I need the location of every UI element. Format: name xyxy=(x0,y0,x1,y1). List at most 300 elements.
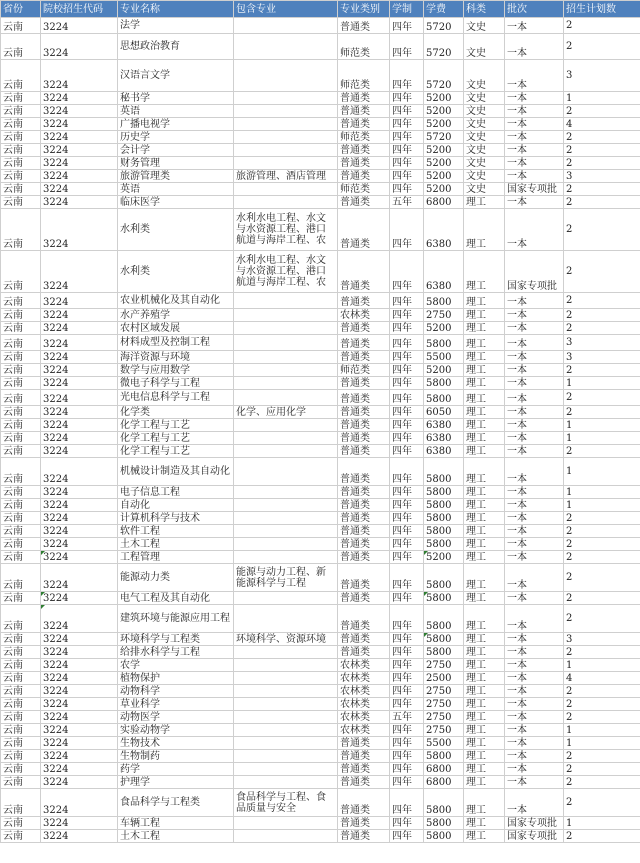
cell-batch: 一本 xyxy=(505,131,564,144)
cell-included-majors: 化学、应用化学 xyxy=(234,406,338,419)
cell-province: 云南 xyxy=(1,92,41,105)
cell-major: 食品科学与工程类 xyxy=(118,789,234,817)
cell-subject: 理工 xyxy=(464,351,505,364)
cell-tuition: 5720 xyxy=(424,131,464,144)
cell-included-majors xyxy=(234,322,338,335)
cell-major: 秘书学 xyxy=(118,92,234,105)
table-row xyxy=(1,209,640,251)
cell-province: 云南 xyxy=(1,698,41,711)
cell-school-code: 3224 xyxy=(41,92,118,105)
cell-province: 云南 xyxy=(1,105,41,118)
cell-subject: 文史 xyxy=(464,118,505,131)
cell-plan-count: 3 xyxy=(564,170,640,183)
cell-duration: 四年 xyxy=(390,144,424,157)
cell-province: 云南 xyxy=(1,817,41,830)
cell-plan-count: 2 xyxy=(564,605,640,633)
cell-major: 化学工程与工艺 xyxy=(118,419,234,432)
cell-province: 云南 xyxy=(1,18,41,34)
cell-category: 普通类 xyxy=(338,486,390,499)
cell-school-code: 3224 xyxy=(41,633,118,646)
cell-batch: 一本 xyxy=(505,564,564,592)
cell-category: 普通类 xyxy=(338,551,390,564)
cell-major: 汉语言文学 xyxy=(118,60,234,92)
cell-duration: 四年 xyxy=(390,445,424,458)
cell-tuition: 5200 xyxy=(424,157,464,170)
table-row xyxy=(1,335,640,351)
cell-province: 云南 xyxy=(1,830,41,843)
table-row xyxy=(1,309,640,322)
cell-tuition: 5800 xyxy=(424,486,464,499)
cell-school-code: 3224 xyxy=(41,293,118,309)
cell-tuition: 2750 xyxy=(424,309,464,322)
cell-subject: 理工 xyxy=(464,672,505,685)
cell-tuition: 6380 xyxy=(424,209,464,251)
cell-major: 英语 xyxy=(118,105,234,118)
table-row xyxy=(1,144,640,157)
cell-tuition: 5800 xyxy=(424,499,464,512)
cell-included-majors xyxy=(234,698,338,711)
cell-province: 云南 xyxy=(1,183,41,196)
cell-major: 光电信息科学与工程 xyxy=(118,390,234,406)
cell-major: 电气工程及其自动化 xyxy=(118,592,234,605)
cell-tuition: 2500 xyxy=(424,672,464,685)
cell-major: 会计学 xyxy=(118,144,234,157)
cell-duration: 四年 xyxy=(390,419,424,432)
cell-province: 云南 xyxy=(1,196,41,209)
cell-batch: 一本 xyxy=(505,377,564,390)
cell-plan-count: 3 xyxy=(564,633,640,646)
cell-category: 农林类 xyxy=(338,724,390,737)
cell-plan-count: 2 xyxy=(564,525,640,538)
cell-included-majors: 能源与动力工程、新能源科学与工程 xyxy=(234,564,338,592)
cell-duration: 四年 xyxy=(390,309,424,322)
cell-subject: 理工 xyxy=(464,830,505,843)
cell-duration: 四年 xyxy=(390,390,424,406)
cell-province: 云南 xyxy=(1,458,41,486)
cell-category: 普通类 xyxy=(338,322,390,335)
cell-tuition: 5200 xyxy=(424,364,464,377)
cell-province: 云南 xyxy=(1,322,41,335)
cell-included-majors xyxy=(234,605,338,633)
cell-tuition: 5800 xyxy=(424,592,464,605)
cell-tuition: 2750 xyxy=(424,685,464,698)
cell-included-majors xyxy=(234,131,338,144)
cell-province: 云南 xyxy=(1,351,41,364)
cell-included-majors xyxy=(234,486,338,499)
cell-batch: 一本 xyxy=(505,335,564,351)
cell-tuition: 5500 xyxy=(424,737,464,750)
cell-major: 植物保护 xyxy=(118,672,234,685)
cell-school-code: 3224 xyxy=(41,486,118,499)
cell-major: 实验动物学 xyxy=(118,724,234,737)
cell-plan-count: 2 xyxy=(564,406,640,419)
cell-duration: 四年 xyxy=(390,776,424,789)
cell-included-majors xyxy=(234,538,338,551)
cell-major: 化学类 xyxy=(118,406,234,419)
cell-school-code: 3224 xyxy=(41,105,118,118)
cell-plan-count: 2 xyxy=(564,34,640,60)
cell-plan-count: 2 xyxy=(564,512,640,525)
cell-tuition: 5800 xyxy=(424,633,464,646)
cell-batch: 一本 xyxy=(505,406,564,419)
cell-duration: 四年 xyxy=(390,251,424,293)
cell-plan-count: 2 xyxy=(564,309,640,322)
cell-category: 普通类 xyxy=(338,737,390,750)
cell-included-majors xyxy=(234,499,338,512)
table-row xyxy=(1,525,640,538)
cell-plan-count: 2 xyxy=(564,209,640,251)
cell-category: 农林类 xyxy=(338,659,390,672)
cell-school-code: 3224 xyxy=(41,157,118,170)
cell-subject: 文史 xyxy=(464,131,505,144)
cell-subject: 理工 xyxy=(464,432,505,445)
cell-included-majors xyxy=(234,458,338,486)
cell-included-majors xyxy=(234,817,338,830)
cell-plan-count: 2 xyxy=(564,592,640,605)
cell-tuition: 5800 xyxy=(424,817,464,830)
cell-batch: 一本 xyxy=(505,659,564,672)
cell-tuition: 5800 xyxy=(424,335,464,351)
cell-plan-count: 2 xyxy=(564,322,640,335)
cell-province: 云南 xyxy=(1,737,41,750)
cell-category: 普通类 xyxy=(338,92,390,105)
cell-province: 云南 xyxy=(1,659,41,672)
cell-plan-count: 1 xyxy=(564,432,640,445)
cell-major: 临床医学 xyxy=(118,196,234,209)
cell-plan-count: 2 xyxy=(564,564,640,592)
cell-category: 农林类 xyxy=(338,711,390,724)
cell-tuition: 6380 xyxy=(424,419,464,432)
cell-duration: 四年 xyxy=(390,499,424,512)
cell-province: 云南 xyxy=(1,390,41,406)
cell-tuition: 2750 xyxy=(424,711,464,724)
cell-plan-count: 2 xyxy=(564,830,640,843)
cell-included-majors xyxy=(234,196,338,209)
cell-major: 环境科学与工程类 xyxy=(118,633,234,646)
header-tuition: 学费 xyxy=(424,1,464,18)
cell-category: 普通类 xyxy=(338,105,390,118)
cell-batch: 国家专项批 xyxy=(505,251,564,293)
cell-subject: 理工 xyxy=(464,685,505,698)
cell-batch: 一本 xyxy=(505,118,564,131)
cell-tuition: 5800 xyxy=(424,458,464,486)
cell-tuition: 5500 xyxy=(424,351,464,364)
cell-included-majors xyxy=(234,750,338,763)
cell-category: 普通类 xyxy=(338,817,390,830)
table-row xyxy=(1,293,640,309)
cell-school-code: 3224 xyxy=(41,789,118,817)
cell-major: 生物技术 xyxy=(118,737,234,750)
cell-tuition: 5800 xyxy=(424,646,464,659)
cell-included-majors xyxy=(234,183,338,196)
cell-school-code: 3224 xyxy=(41,251,118,293)
cell-category: 普通类 xyxy=(338,605,390,633)
header-included-majors: 包含专业 xyxy=(234,1,338,18)
cell-major: 英语 xyxy=(118,183,234,196)
cell-subject: 理工 xyxy=(464,698,505,711)
cell-tuition: 5800 xyxy=(424,564,464,592)
cell-province: 云南 xyxy=(1,646,41,659)
cell-subject: 理工 xyxy=(464,711,505,724)
cell-subject: 理工 xyxy=(464,251,505,293)
cell-school-code: 3224 xyxy=(41,445,118,458)
cell-major: 能源动力类 xyxy=(118,564,234,592)
cell-tuition: 6380 xyxy=(424,251,464,293)
cell-duration: 四年 xyxy=(390,322,424,335)
cell-major: 动物医学 xyxy=(118,711,234,724)
cell-tuition: 5720 xyxy=(424,60,464,92)
cell-category: 农林类 xyxy=(338,685,390,698)
cell-duration: 四年 xyxy=(390,737,424,750)
table-row xyxy=(1,750,640,763)
cell-province: 云南 xyxy=(1,309,41,322)
cell-major: 化学工程与工艺 xyxy=(118,445,234,458)
cell-duration: 四年 xyxy=(390,646,424,659)
cell-subject: 文史 xyxy=(464,183,505,196)
table-row xyxy=(1,377,640,390)
table-row xyxy=(1,364,640,377)
cell-school-code: 3224 xyxy=(41,512,118,525)
cell-major: 旅游管理类 xyxy=(118,170,234,183)
cell-duration: 四年 xyxy=(390,351,424,364)
cell-batch: 一本 xyxy=(505,105,564,118)
table-row xyxy=(1,817,640,830)
cell-subject: 理工 xyxy=(464,763,505,776)
cell-tuition: 5800 xyxy=(424,750,464,763)
cell-duration: 四年 xyxy=(390,672,424,685)
cell-included-majors xyxy=(234,512,338,525)
cell-batch: 一本 xyxy=(505,698,564,711)
cell-duration: 四年 xyxy=(390,605,424,633)
cell-major: 生物制药 xyxy=(118,750,234,763)
cell-included-majors xyxy=(234,18,338,34)
cell-school-code: 3224 xyxy=(41,817,118,830)
cell-major: 软件工程 xyxy=(118,525,234,538)
cell-included-majors xyxy=(234,293,338,309)
cell-school-code: 3224 xyxy=(41,605,118,633)
cell-batch: 一本 xyxy=(505,646,564,659)
cell-major: 思想政治教育 xyxy=(118,34,234,60)
cell-plan-count: 1 xyxy=(564,499,640,512)
table-row xyxy=(1,322,640,335)
cell-school-code: 3224 xyxy=(41,377,118,390)
cell-included-majors xyxy=(234,390,338,406)
header-subject: 科类 xyxy=(464,1,505,18)
cell-duration: 四年 xyxy=(390,183,424,196)
cell-category: 普通类 xyxy=(338,763,390,776)
cell-duration: 四年 xyxy=(390,525,424,538)
cell-school-code: 3224 xyxy=(41,737,118,750)
cell-category: 普通类 xyxy=(338,592,390,605)
table-row xyxy=(1,170,640,183)
cell-subject: 理工 xyxy=(464,196,505,209)
cell-school-code: 3224 xyxy=(41,419,118,432)
cell-duration: 四年 xyxy=(390,659,424,672)
cell-major: 土木工程 xyxy=(118,538,234,551)
cell-tuition: 5800 xyxy=(424,525,464,538)
cell-category: 普通类 xyxy=(338,445,390,458)
cell-tuition: 2750 xyxy=(424,698,464,711)
table-row xyxy=(1,698,640,711)
cell-province: 云南 xyxy=(1,118,41,131)
cell-plan-count: 2 xyxy=(564,789,640,817)
cell-included-majors xyxy=(234,592,338,605)
cell-batch: 一本 xyxy=(505,445,564,458)
cell-province: 云南 xyxy=(1,789,41,817)
cell-subject: 理工 xyxy=(464,551,505,564)
cell-tuition: 5200 xyxy=(424,170,464,183)
cell-province: 云南 xyxy=(1,633,41,646)
table-row xyxy=(1,538,640,551)
cell-subject: 理工 xyxy=(464,322,505,335)
cell-duration: 四年 xyxy=(390,538,424,551)
cell-batch: 一本 xyxy=(505,605,564,633)
cell-included-majors xyxy=(234,763,338,776)
cell-major: 水产养殖学 xyxy=(118,309,234,322)
header-row xyxy=(1,1,640,18)
cell-school-code: 3224 xyxy=(41,750,118,763)
cell-province: 云南 xyxy=(1,293,41,309)
cell-province: 云南 xyxy=(1,538,41,551)
cell-subject: 理工 xyxy=(464,525,505,538)
cell-batch: 一本 xyxy=(505,390,564,406)
table-row xyxy=(1,131,640,144)
cell-duration: 四年 xyxy=(390,830,424,843)
cell-plan-count: 2 xyxy=(564,646,640,659)
cell-included-majors xyxy=(234,144,338,157)
cell-duration: 四年 xyxy=(390,18,424,34)
cell-province: 云南 xyxy=(1,605,41,633)
cell-category: 普通类 xyxy=(338,144,390,157)
cell-major: 海洋资源与环境 xyxy=(118,351,234,364)
cell-school-code: 3224 xyxy=(41,830,118,843)
cell-category: 普通类 xyxy=(338,18,390,34)
cell-tuition: 5720 xyxy=(424,34,464,60)
header-school-code: 院校招生代码 xyxy=(41,1,118,18)
cell-duration: 五年 xyxy=(390,711,424,724)
cell-category: 农林类 xyxy=(338,698,390,711)
cell-tuition: 5800 xyxy=(424,830,464,843)
cell-province: 云南 xyxy=(1,34,41,60)
table-row xyxy=(1,445,640,458)
cell-major: 财务管理 xyxy=(118,157,234,170)
table-row xyxy=(1,196,640,209)
cell-school-code: 3224 xyxy=(41,458,118,486)
cell-province: 云南 xyxy=(1,512,41,525)
cell-batch: 一本 xyxy=(505,419,564,432)
cell-subject: 理工 xyxy=(464,592,505,605)
cell-included-majors xyxy=(234,377,338,390)
cell-subject: 理工 xyxy=(464,309,505,322)
cell-major: 农村区域发展 xyxy=(118,322,234,335)
cell-batch: 一本 xyxy=(505,685,564,698)
table-row xyxy=(1,183,640,196)
cell-school-code: 3224 xyxy=(41,659,118,672)
cell-duration: 四年 xyxy=(390,551,424,564)
cell-duration: 四年 xyxy=(390,633,424,646)
cell-included-majors xyxy=(234,309,338,322)
cell-included-majors xyxy=(234,118,338,131)
cell-province: 云南 xyxy=(1,209,41,251)
cell-included-majors xyxy=(234,776,338,789)
cell-province: 云南 xyxy=(1,525,41,538)
cell-category: 普通类 xyxy=(338,406,390,419)
cell-batch: 一本 xyxy=(505,486,564,499)
table-row xyxy=(1,419,640,432)
cell-school-code: 3224 xyxy=(41,672,118,685)
cell-included-majors xyxy=(234,659,338,672)
header-major: 专业名称 xyxy=(118,1,234,18)
cell-subject: 理工 xyxy=(464,750,505,763)
cell-major: 护理学 xyxy=(118,776,234,789)
cell-subject: 理工 xyxy=(464,659,505,672)
cell-batch: 一本 xyxy=(505,750,564,763)
cell-tuition: 5200 xyxy=(424,183,464,196)
cell-province: 云南 xyxy=(1,776,41,789)
cell-plan-count: 2 xyxy=(564,750,640,763)
cell-plan-count: 2 xyxy=(564,685,640,698)
cell-duration: 四年 xyxy=(390,512,424,525)
cell-duration: 四年 xyxy=(390,724,424,737)
cell-province: 云南 xyxy=(1,335,41,351)
cell-duration: 四年 xyxy=(390,564,424,592)
cell-school-code: 3224 xyxy=(41,711,118,724)
cell-batch: 一本 xyxy=(505,293,564,309)
cell-major: 广播电视学 xyxy=(118,118,234,131)
cell-duration: 四年 xyxy=(390,157,424,170)
cell-major: 土木工程 xyxy=(118,830,234,843)
cell-batch: 一本 xyxy=(505,711,564,724)
cell-plan-count: 2 xyxy=(564,390,640,406)
cell-batch: 一本 xyxy=(505,144,564,157)
header-batch: 批次 xyxy=(505,1,564,18)
cell-category: 普通类 xyxy=(338,564,390,592)
cell-major: 微电子科学与工程 xyxy=(118,377,234,390)
cell-plan-count: 2 xyxy=(564,445,640,458)
cell-subject: 理工 xyxy=(464,538,505,551)
cell-school-code: 3224 xyxy=(41,685,118,698)
table-row xyxy=(1,605,640,633)
cell-province: 云南 xyxy=(1,419,41,432)
cell-major: 动物科学 xyxy=(118,685,234,698)
table-row xyxy=(1,458,640,486)
cell-tuition: 6800 xyxy=(424,196,464,209)
cell-category: 普通类 xyxy=(338,512,390,525)
cell-included-majors xyxy=(234,672,338,685)
cell-school-code: 3224 xyxy=(41,60,118,92)
cell-plan-count: 2 xyxy=(564,711,640,724)
cell-included-majors xyxy=(234,830,338,843)
cell-plan-count: 3 xyxy=(564,351,640,364)
cell-subject: 文史 xyxy=(464,60,505,92)
cell-batch: 一本 xyxy=(505,196,564,209)
cell-category: 普通类 xyxy=(338,525,390,538)
cell-major: 机械设计制造及其自动化 xyxy=(118,458,234,486)
cell-province: 云南 xyxy=(1,592,41,605)
cell-duration: 四年 xyxy=(390,592,424,605)
cell-category: 普通类 xyxy=(338,293,390,309)
table-body xyxy=(1,18,640,843)
cell-tuition: 5800 xyxy=(424,293,464,309)
cell-subject: 理工 xyxy=(464,646,505,659)
table-row xyxy=(1,633,640,646)
table-row xyxy=(1,499,640,512)
cell-included-majors: 水利水电工程、水文与水资源工程、港口航道与海岸工程、农 xyxy=(234,251,338,293)
cell-included-majors xyxy=(234,105,338,118)
cell-plan-count: 2 xyxy=(564,251,640,293)
cell-duration: 四年 xyxy=(390,209,424,251)
cell-plan-count: 2 xyxy=(564,698,640,711)
